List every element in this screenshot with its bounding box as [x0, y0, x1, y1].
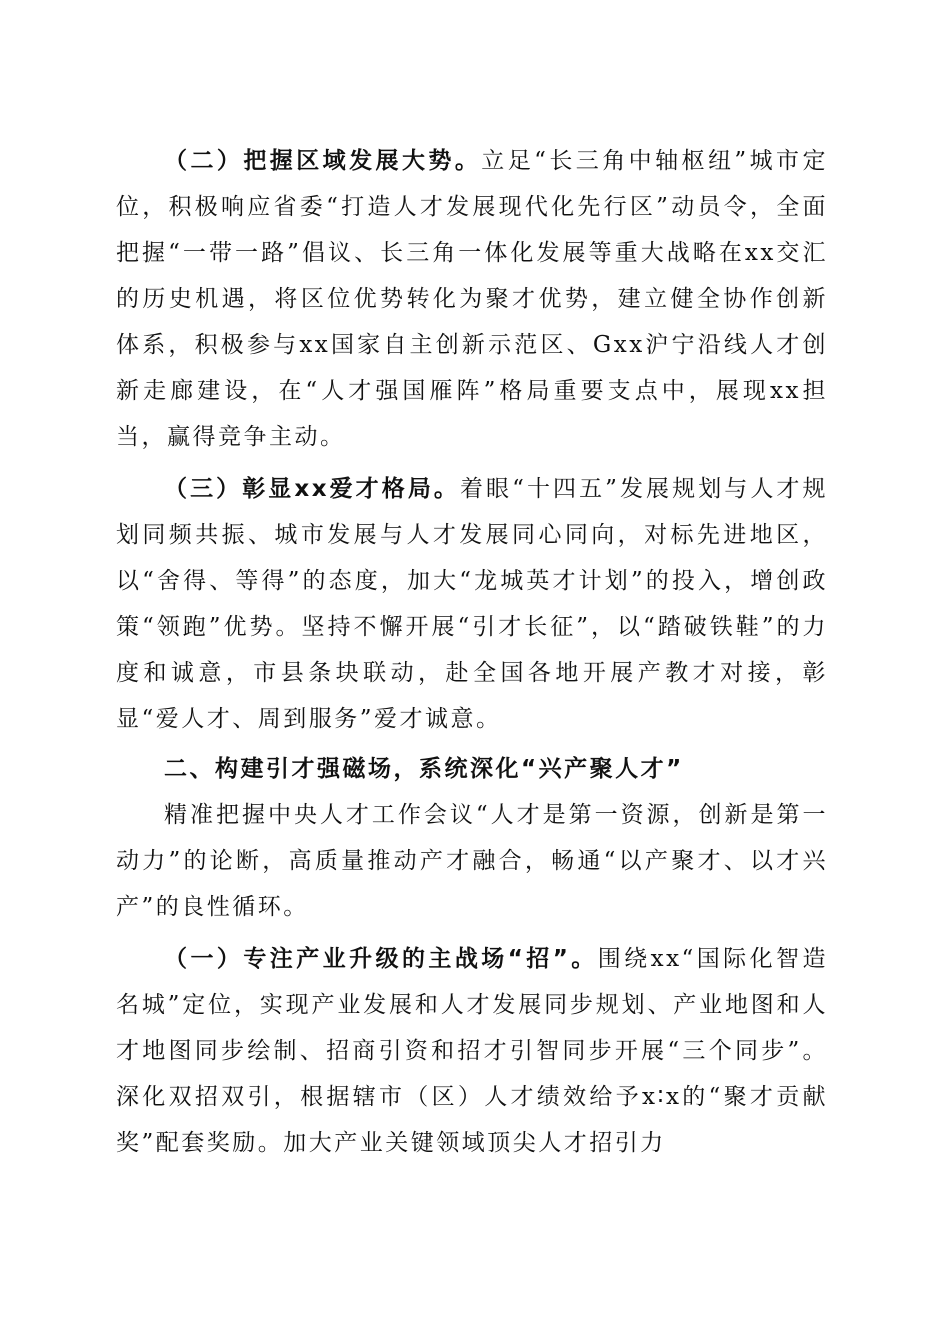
paragraph-industry-upgrade: [116, 936, 828, 1166]
paragraph-lead: （三）彰显xx爱才格局。: [164, 476, 460, 502]
paragraph-lead: （二）把握区域发展大势。: [164, 148, 482, 174]
section-heading: 二、构建引才强磁场，系统深化“兴产聚人才”: [164, 756, 684, 782]
paragraph-intro: 精准把握中央人才工作会议“人才是第一资源，创新是第一动力”的论断，高质量推动产才融合，畅通“以产聚才、以才兴产”的良性循环。: [116, 802, 828, 920]
paragraph-talent-pattern: [116, 466, 828, 742]
paragraph-lead: （一）专注产业升级的主战场“招”。: [164, 946, 598, 972]
paragraph-body: 着眼“十四五”发展规划与人才规划同频共振、城市发展与人才发展同心同向，对标先进地区，以“舍得、等得”的态度，加大“龙城英才计划”的投入，增创政策“领跑”优势。坚持不懈开展“引才长征”，以“踏破铁鞋”的力度和诚意，市县条块联动，赴全国各地开展产教才对接，彰显“爱人才、周到服务”爱才诚意。: [116, 476, 828, 732]
document-body: [116, 138, 828, 1166]
paragraph-body: 立足“长三角中轴枢纽”城市定位，积极响应省委“打造人才发展现代化先行区”动员令，全面把握“一带一路”倡议、长三角一体化发展等重大战略在xx交汇的历史机遇，将区位优势转化为聚才优势，建立健全协作创新体系，积极参与xx国家自主创新示范区、Gxx沪宁沿线人才创新走廊建设，在“人才强国雁阵”格局重要支点中，展现xx担当，赢得竞争主动。: [116, 148, 828, 450]
paragraph-regional-development: [116, 138, 828, 460]
paragraph-body: 围绕xx“国际化智造名城”定位，实现产业发展和人才发展同步规划、产业地图和人才地图同步绘制、招商引资和招才引智同步开展“三个同步”。深化双招双引，根据辖市（区）人才绩效给予x∶x的“聚才贡献奖”配套奖励。加大产业关键领域顶尖人才招引力: [116, 946, 829, 1156]
